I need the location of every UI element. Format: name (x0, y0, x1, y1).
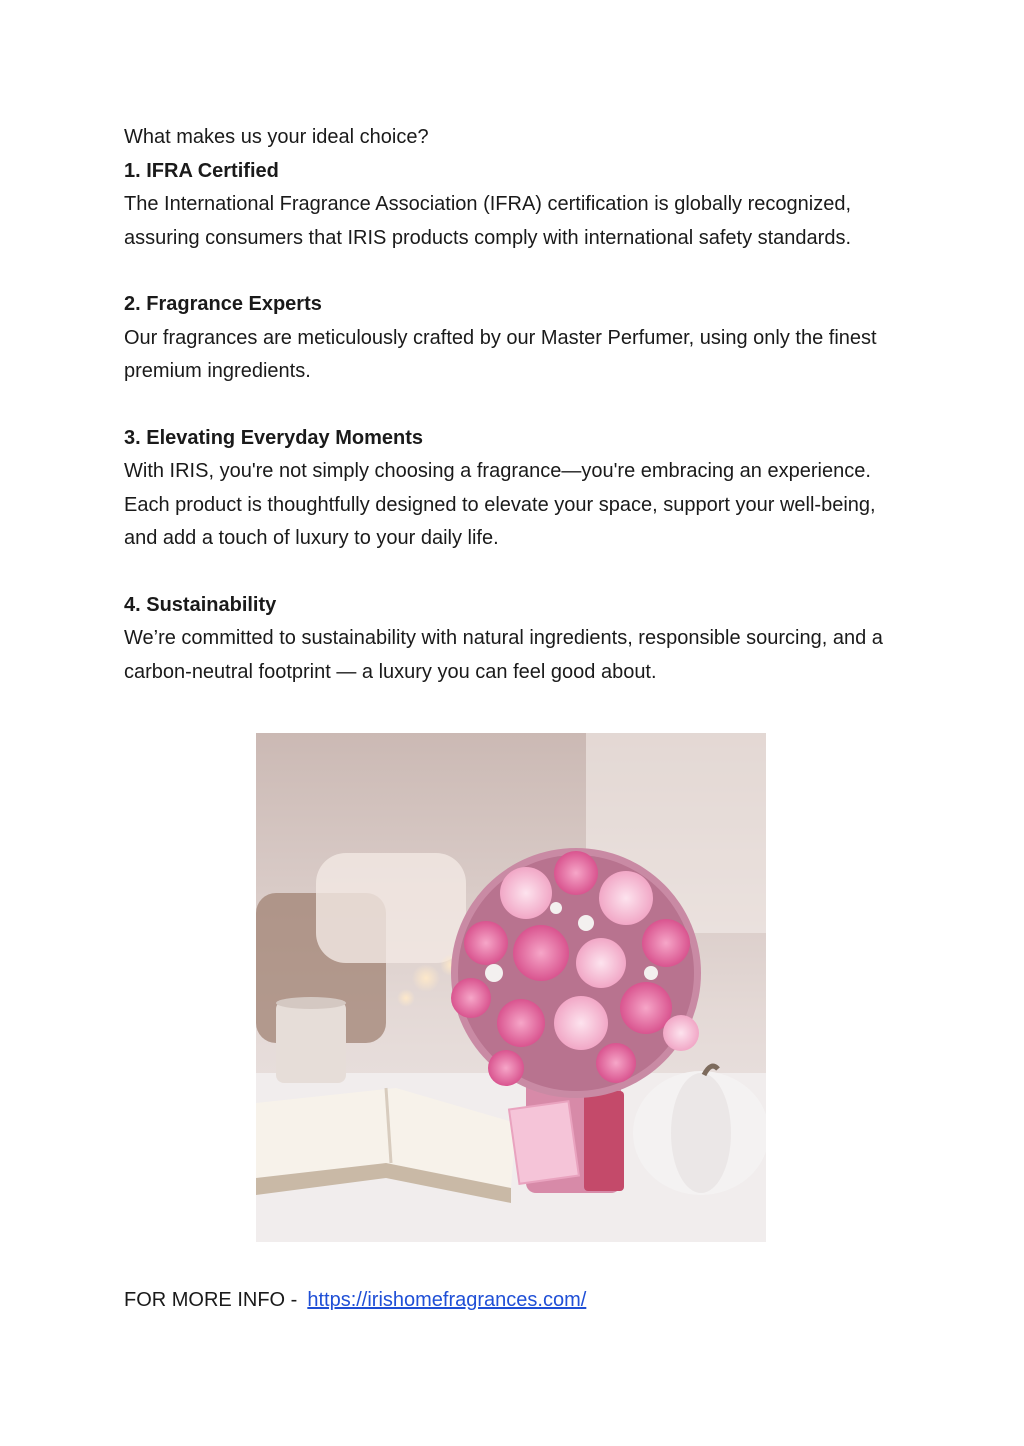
website-link[interactable]: https://irishomefragrances.com/ (307, 1289, 587, 1311)
section-heading: 1. IFRA Certified (124, 159, 279, 182)
section-moments (124, 422, 904, 556)
section-sustainability (124, 589, 904, 690)
section-ifra (124, 155, 904, 256)
section-body: The International Fragrance Association (IFRA) certification is globally recognized, assuring consumers that IRIS products comply with international safety standards. (124, 193, 852, 249)
section-heading: 2. Fragrance Experts (124, 293, 322, 315)
product-photo (256, 733, 766, 1242)
section-body: Our fragrances are meticulously crafted by our Master Perfumer, using only the finest premium ingredients. (124, 326, 877, 382)
intro-text: What makes us your ideal choice? (124, 126, 429, 148)
section-experts (124, 288, 904, 389)
section-body: We’re committed to sustainability with natural ingredients, responsible sourcing, and a carbon-neutral footprint — a luxury you can feel good about. (124, 627, 883, 683)
document-body (124, 121, 904, 689)
section-body: With IRIS, you're not simply choosing a fragrance—you're embracing an experience. Each product is thoughtfully designed to elevate your space, support your well-being, and add a touch of luxury to your daily life. (124, 460, 876, 549)
section-heading: 4. Sustainability (124, 593, 277, 616)
footer-label: FOR MORE INFO - (124, 1289, 298, 1311)
section-heading: 3. Elevating Everyday Moments (124, 426, 424, 449)
footer (124, 1284, 586, 1317)
